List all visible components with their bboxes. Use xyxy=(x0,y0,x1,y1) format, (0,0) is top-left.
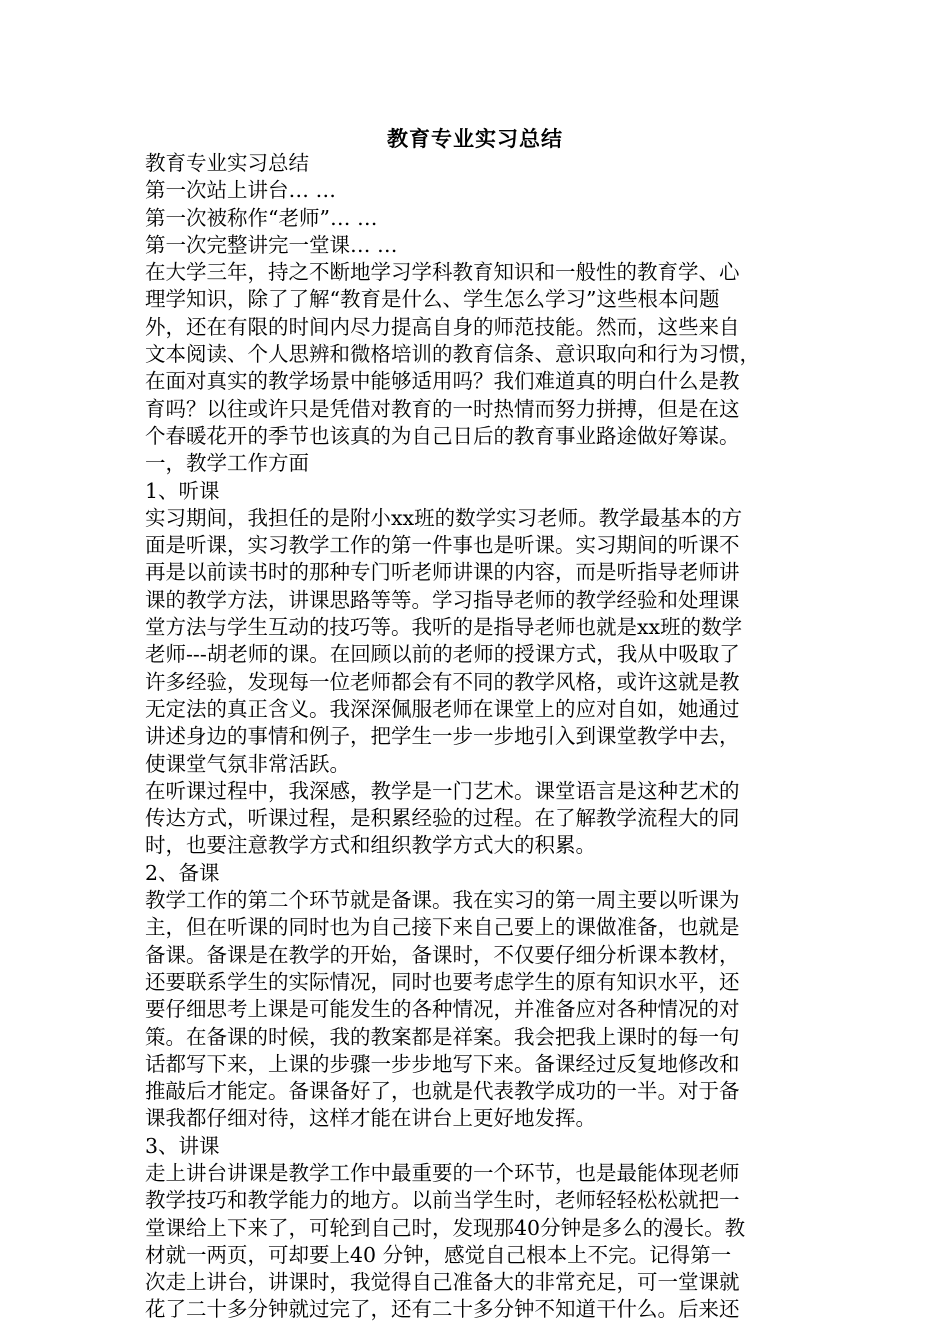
text-line: 传达方式，听课过程，是积累经验的过程。在了解教学流程大的同 xyxy=(145,806,740,831)
text-line: 许多经验，发现每一位老师都会有不同的教学风格，或许这就是教 xyxy=(145,669,740,694)
text-line: 走上讲台讲课是教学工作中最重要的一个环节，也是最能体现老师 xyxy=(145,1160,740,1185)
text-line: 备课。备课是在教学的开始，备课时，不仅要仔细分析课本教材， xyxy=(145,942,740,967)
text-line: 使课堂气氛非常活跃。 xyxy=(145,751,350,776)
document-body xyxy=(145,150,805,1324)
section-heading: 一，教学工作方面 xyxy=(145,451,309,476)
text-line: 老师---胡老师的课。在回顾以前的老师的授课方式，我从中吸取了 xyxy=(145,642,740,667)
text-line: 在面对真实的教学场景中能够适用吗？我们难道真的明白什么是教 xyxy=(145,369,740,394)
text-line: 教学工作的第二个环节就是备课。我在实习的第一周主要以听课为 xyxy=(145,888,740,913)
text-line: 文本阅读、个人思辨和微格培训的教育信条、意识取向和行为习惯， xyxy=(145,342,760,367)
text-line: 个春暖花开的季节也该真的为自己日后的教育事业路途做好筹谋。 xyxy=(145,423,740,448)
subsection-heading: 1、听课 xyxy=(145,478,220,503)
document-title: 教育专业实习总结 xyxy=(387,126,563,151)
text-line: 时，也要注意教学方式和组织教学方式大的积累。 xyxy=(145,833,596,858)
text-line: 讲述身边的事情和例子，把学生一步一步地引入到课堂教学中去， xyxy=(145,724,740,749)
text-line: 无定法的真正含义。我深深佩服老师在课堂上的应对自如，她通过 xyxy=(145,696,740,721)
text-line: 实习期间，我担任的是附小xx班的数学实习老师。教学最基本的方 xyxy=(145,505,743,530)
text-line: 课的教学方法，讲课思路等等。学习指导老师的教学经验和处理课 xyxy=(145,587,740,612)
text-line: 理学知识，除了了解“教育是什么、学生怎么学习”这些根本问题 xyxy=(145,287,720,312)
text-line: 材就一两页，可却要上40 分钟，感觉自己根本上不完。记得第一 xyxy=(145,1242,732,1267)
text-line: 堂课给上下来了，可轮到自己时，发现那40分钟是多么的漫长。教 xyxy=(145,1215,746,1240)
subsection-heading: 2、备课 xyxy=(145,860,220,885)
text-line: 课我都仔细对待，这样才能在讲台上更好地发挥。 xyxy=(145,1106,596,1131)
text-line: 第一次站上讲台… … xyxy=(145,178,337,203)
text-line: 教学技巧和教学能力的地方。以前当学生时，老师轻轻松松就把一 xyxy=(145,1188,740,1213)
text-line: 在听课过程中，我深感，教学是一门艺术。课堂语言是这种艺术的 xyxy=(145,778,740,803)
text-line: 次走上讲台，讲课时，我觉得自己准备大的非常充足，可一堂课就 xyxy=(145,1270,740,1295)
text-line: 再是以前读书时的那种专门听老师讲课的内容，而是听指导老师讲 xyxy=(145,560,740,585)
text-line: 花了二十多分钟就过完了，还有二十多分钟不知道干什么。后来还 xyxy=(145,1297,740,1322)
text-line: 教育专业实习总结 xyxy=(145,151,309,175)
text-line: 还要联系学生的实际情况，同时也要考虑学生的原有知识水平，还 xyxy=(145,969,740,994)
text-line: 话都写下来，上课的步骤一步步地写下来。备课经过反复地修改和 xyxy=(145,1051,740,1076)
text-line: 外，还在有限的时间内尽力提高自身的师范技能。然而，这些来自 xyxy=(145,314,740,339)
text-line: 第一次完整讲完一堂课… … xyxy=(145,232,398,257)
text-line: 要仔细思考上课是可能发生的各种情况，并准备应对各种情况的对 xyxy=(145,997,740,1022)
text-line: 在大学三年，持之不断地学习学科教育知识和一般性的教育学、心 xyxy=(145,260,740,285)
subsection-heading: 3、讲课 xyxy=(145,1133,220,1158)
text-line: 第一次被称作“老师”… … xyxy=(145,205,378,230)
text-line: 育吗？以往或许只是凭借对教育的一时热情而努力拼搏，但是在这 xyxy=(145,396,740,421)
text-line: 堂方法与学生互动的技巧等。我听的是指导老师也就是xx班的数学 xyxy=(145,615,743,640)
text-line: 推敲后才能定。备课备好了，也就是代表教学成功的一半。对于备 xyxy=(145,1079,740,1104)
text-line: 主，但在听课的同时也为自己接下来自己要上的课做准备，也就是 xyxy=(145,915,740,940)
text-line: 策。在备课的时候，我的教案都是祥案。我会把我上课时的每一句 xyxy=(145,1024,740,1049)
text-line: 面是听课，实习教学工作的第一件事也是听课。实习期间的听课不 xyxy=(145,533,740,558)
